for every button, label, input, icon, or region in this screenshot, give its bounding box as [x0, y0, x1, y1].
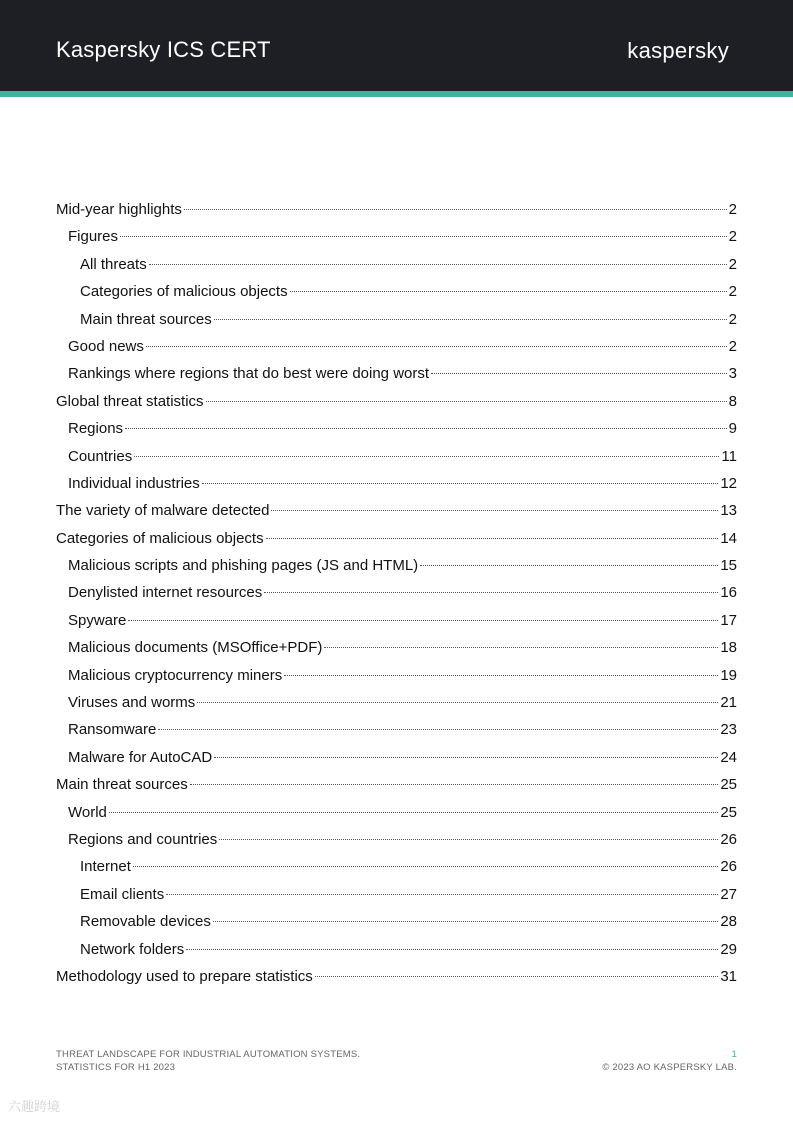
toc-entry-page[interactable]: 2	[728, 310, 737, 328]
kaspersky-logo: kaspersky	[627, 38, 729, 63]
toc-entry[interactable]	[56, 579, 737, 606]
toc-entry-title[interactable]: Rankings where regions that do best were doing worst	[68, 365, 430, 383]
toc-entry[interactable]	[56, 607, 737, 634]
toc-entry-title[interactable]: Email clients	[80, 885, 165, 903]
footer-right	[602, 1048, 737, 1074]
toc-entry-page[interactable]: 13	[720, 502, 737, 520]
toc-entry[interactable]	[56, 826, 737, 853]
toc-entry-page[interactable]: 3	[728, 365, 737, 383]
toc-entry-page[interactable]: 25	[720, 803, 737, 821]
toc-dot-leader	[134, 455, 719, 457]
toc-entry-title[interactable]: Global threat statistics	[56, 392, 204, 410]
toc-entry-title[interactable]: Malware for AutoCAD	[68, 748, 213, 766]
toc-entry-page[interactable]: 2	[728, 228, 737, 246]
toc-dot-leader	[166, 893, 718, 895]
toc-entry[interactable]	[56, 497, 737, 524]
toc-entry-page[interactable]: 2	[728, 283, 737, 301]
toc-entry[interactable]	[56, 443, 737, 470]
toc-dot-leader	[420, 564, 718, 566]
page-header	[0, 0, 793, 91]
toc-entry-title[interactable]: Network folders	[80, 940, 185, 958]
toc-entry-title[interactable]: Categories of malicious objects	[80, 283, 288, 301]
toc-entry[interactable]	[56, 525, 737, 552]
toc-entry-title[interactable]: Malicious scripts and phishing pages (JS and HTML)	[68, 557, 419, 575]
toc-entry-title[interactable]: Figures	[68, 228, 119, 246]
toc-entry-page[interactable]: 11	[721, 447, 737, 465]
toc-entry[interactable]	[56, 415, 737, 442]
toc-dot-leader	[213, 920, 718, 922]
footer-copyright: © 2023 AO KASPERSKY LAB.	[602, 1062, 737, 1073]
footer-document-title	[56, 1048, 360, 1074]
toc-entry[interactable]	[56, 799, 737, 826]
toc-dot-leader	[146, 345, 727, 347]
footer-title-line-1: THREAT LANDSCAPE FOR INDUSTRIAL AUTOMATION SYSTEMS.	[56, 1049, 361, 1060]
toc-entry-title[interactable]: Denylisted internet resources	[68, 584, 263, 602]
toc-entry-page[interactable]: 23	[720, 721, 737, 739]
toc-entry-page[interactable]: 8	[728, 392, 737, 410]
toc-entry-page[interactable]: 2	[728, 201, 737, 218]
toc-dot-leader	[290, 290, 727, 292]
toc-dot-leader	[266, 537, 719, 539]
toc-dot-leader	[324, 646, 718, 648]
toc-entry-title[interactable]: Malicious documents (MSOffice+PDF)	[68, 639, 323, 657]
toc-dot-leader	[149, 263, 727, 265]
toc-dot-leader	[264, 591, 718, 593]
toc-entry-title[interactable]: Removable devices	[80, 913, 211, 931]
table-of-contents	[56, 196, 737, 990]
toc-entry[interactable]	[56, 908, 737, 935]
toc-dot-leader	[197, 701, 718, 703]
toc-entry-page[interactable]: 2	[728, 337, 737, 355]
toc-dot-leader	[184, 208, 727, 210]
toc-entry[interactable]	[56, 552, 737, 579]
toc-entry[interactable]	[56, 360, 737, 387]
toc-entry-title[interactable]: Main threat sources	[56, 776, 188, 794]
toc-entry-page[interactable]: 26	[720, 830, 737, 848]
toc-entry-title[interactable]: Good news	[68, 337, 144, 355]
toc-entry-page[interactable]: 19	[720, 666, 737, 684]
toc-entry-page[interactable]: 21	[720, 694, 737, 712]
toc-entry-title[interactable]: Spyware	[68, 611, 127, 629]
toc-dot-leader	[109, 811, 718, 813]
toc-entry[interactable]	[56, 771, 737, 798]
toc-entry-title[interactable]: All threats	[80, 255, 147, 273]
toc-entry-page[interactable]: 24	[720, 748, 737, 766]
toc-entry[interactable]	[56, 388, 737, 415]
toc-entry-page[interactable]: 17	[720, 611, 737, 629]
toc-entry-title[interactable]: Internet	[80, 858, 131, 876]
toc-dot-leader	[190, 783, 719, 785]
toc-entry-title[interactable]: Malicious cryptocurrency miners	[68, 666, 283, 684]
toc-entry-title[interactable]: World	[68, 803, 107, 821]
toc-dot-leader	[214, 318, 727, 320]
toc-entry-title[interactable]: Viruses and worms	[68, 694, 196, 712]
toc-dot-leader	[284, 674, 718, 676]
toc-entry-title[interactable]: Mid-year highlights	[56, 201, 182, 218]
toc-dot-leader	[186, 948, 718, 950]
toc-entry[interactable]	[56, 251, 737, 278]
toc-entry-page[interactable]: 12	[720, 474, 737, 492]
toc-entry-title[interactable]: Countries	[68, 447, 133, 465]
toc-dot-leader	[206, 400, 727, 402]
toc-entry[interactable]	[56, 963, 737, 990]
toc-entry[interactable]	[56, 881, 737, 908]
toc-entry-page[interactable]: 14	[720, 529, 737, 547]
toc-entry-title[interactable]: Regions and countries	[68, 830, 218, 848]
toc-entry[interactable]	[56, 470, 737, 497]
toc-entry-page[interactable]: 18	[720, 639, 737, 657]
toc-dot-leader	[219, 838, 718, 840]
toc-entry-title[interactable]: Individual industries	[68, 474, 200, 492]
header-accent-bar	[0, 91, 793, 97]
toc-entry-title[interactable]: The variety of malware detected	[56, 502, 270, 520]
toc-entry[interactable]	[56, 333, 737, 360]
toc-dot-leader	[128, 619, 718, 621]
toc-entry[interactable]	[56, 689, 737, 716]
toc-dot-leader	[125, 427, 727, 429]
toc-entry-page[interactable]: 27	[720, 885, 737, 903]
toc-dot-leader	[158, 728, 718, 730]
toc-dot-leader	[271, 509, 718, 511]
toc-dot-leader	[133, 865, 718, 867]
toc-entry-page[interactable]: 16	[720, 584, 737, 602]
toc-dot-leader	[315, 975, 719, 977]
footer-page-number: 1	[731, 1049, 737, 1060]
toc-entry-page[interactable]: 26	[720, 858, 737, 876]
toc-entry-page[interactable]: 2	[728, 255, 737, 273]
toc-entry-title[interactable]: Ransomware	[68, 721, 157, 739]
toc-entry-page[interactable]: 31	[720, 967, 737, 985]
toc-entry[interactable]	[56, 634, 737, 661]
toc-entry[interactable]	[56, 853, 737, 880]
toc-entry-page[interactable]: 9	[728, 420, 737, 438]
toc-entry[interactable]	[56, 744, 737, 771]
toc-entry-page[interactable]: 15	[720, 557, 737, 575]
toc-entry-title[interactable]: Categories of malicious objects	[56, 529, 264, 547]
toc-entry[interactable]	[56, 223, 737, 250]
toc-entry[interactable]	[56, 936, 737, 963]
footer-title-line-2: STATISTICS FOR H1 2023	[56, 1062, 176, 1073]
toc-entry[interactable]	[56, 278, 737, 305]
toc-dot-leader	[202, 482, 719, 484]
toc-entry-title[interactable]: Main threat sources	[80, 310, 212, 328]
toc-entry[interactable]	[56, 716, 737, 743]
toc-entry[interactable]	[56, 306, 737, 333]
toc-entry-title[interactable]: Methodology used to prepare statistics	[56, 967, 313, 985]
toc-entry[interactable]	[56, 662, 737, 689]
watermark: 六趣跨境	[8, 1099, 61, 1114]
toc-entry[interactable]	[56, 196, 737, 223]
toc-entry-page[interactable]: 28	[720, 913, 737, 931]
toc-entry-page[interactable]: 29	[720, 940, 737, 958]
toc-dot-leader	[214, 756, 718, 758]
toc-dot-leader	[431, 372, 727, 374]
toc-dot-leader	[120, 235, 727, 237]
toc-entry-title[interactable]: Regions	[68, 420, 124, 438]
header-title: Kaspersky ICS CERT	[56, 37, 271, 62]
toc-entry-page[interactable]: 25	[720, 776, 737, 794]
